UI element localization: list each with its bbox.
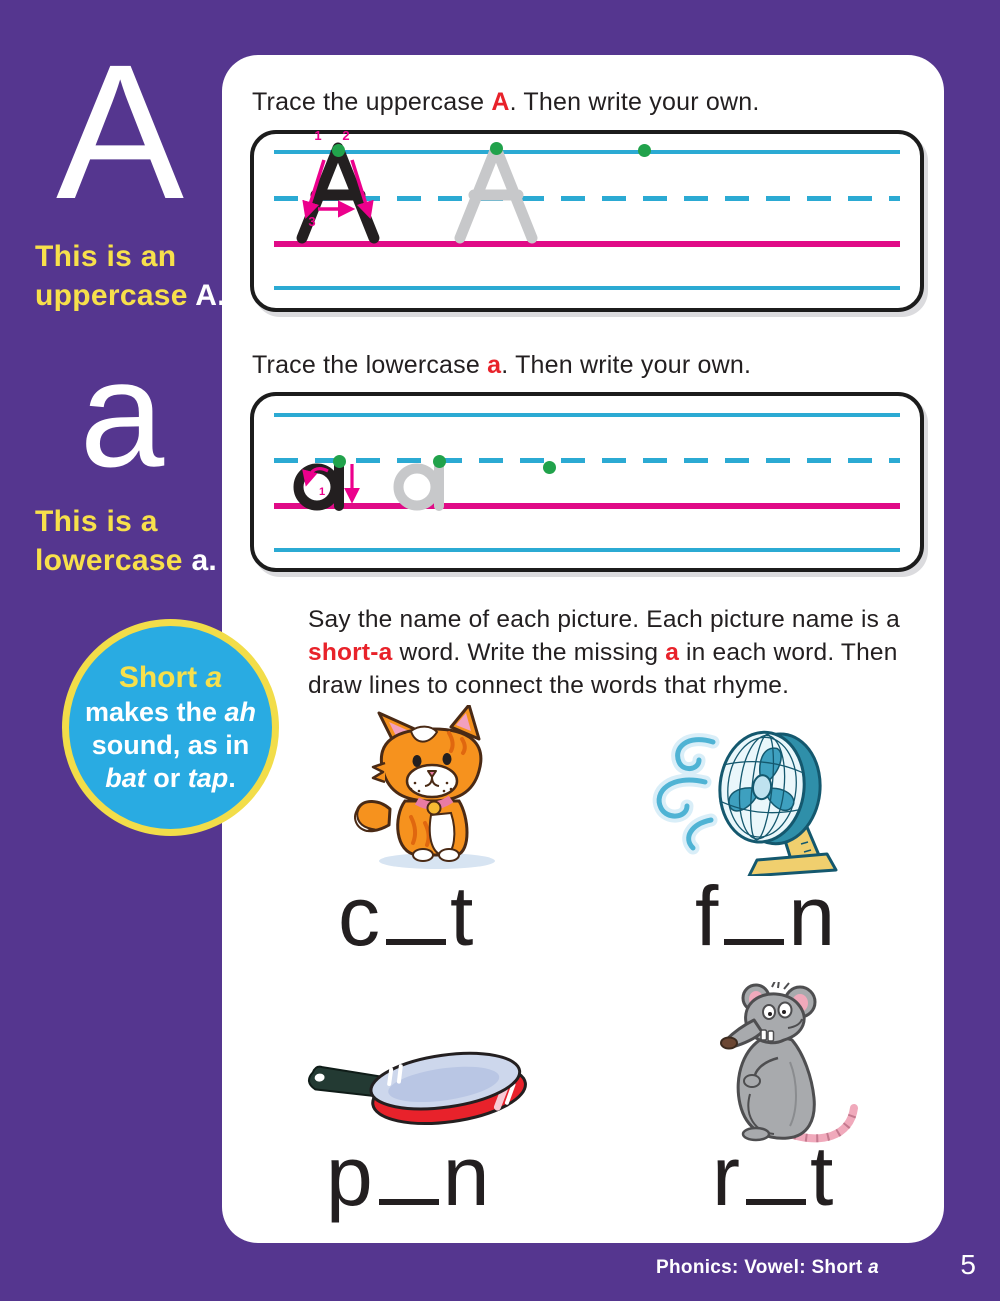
start-dot [332, 144, 345, 157]
uppercase-letter-display: A [55, 24, 185, 239]
trace-letter-a-gray[interactable] [392, 450, 464, 512]
missing-letter-blank[interactable] [746, 1199, 806, 1205]
word-letter: t [450, 869, 476, 963]
word-letter: c [338, 869, 382, 963]
stroke-number-1: 1 [318, 486, 326, 498]
stroke-number-2: 2 [342, 128, 350, 143]
page-number: 5 [960, 1249, 976, 1280]
missing-letter-blank[interactable] [379, 1199, 439, 1205]
fan-picture [635, 708, 840, 876]
missing-letter-blank[interactable] [386, 939, 446, 945]
bubble-title: Short a [118, 661, 223, 695]
rat-picture [692, 982, 870, 1148]
stroke-number-1: 1 [314, 128, 322, 143]
start-dot [543, 461, 556, 474]
model-letter-a-with-strokes [292, 450, 364, 512]
word-letter: p [326, 1129, 375, 1223]
lowercase-instruction: Trace the lowercase a. Then write your own. [252, 351, 752, 379]
missing-letter-blank[interactable] [724, 939, 784, 945]
start-dot [433, 455, 446, 468]
handwriting-bottom-line [274, 286, 900, 290]
handwriting-base-line [274, 503, 900, 509]
model-letter-A-with-strokes [288, 124, 388, 248]
word-letter: r [712, 1129, 742, 1223]
uppercase-instruction: Trace the uppercase A. Then write your own. [252, 88, 760, 116]
start-dot [333, 455, 346, 468]
word-rat [712, 1129, 836, 1223]
activity-instruction: Say the name of each picture. Each picture name is a short-a word. Write the missing a in each word. Then draw lines to connect the words that rhyme. [308, 606, 900, 699]
lowercase-caption: This is a lowercase a. [35, 505, 218, 577]
handwriting-top-line [274, 413, 900, 417]
word-pan [326, 1129, 492, 1223]
footer-topic-label: Phonics: Vowel: Short a [656, 1257, 879, 1278]
word-letter: n [788, 869, 838, 963]
word-letter: n [442, 1129, 492, 1223]
handwriting-mid-line [274, 458, 900, 463]
word-letter: f [695, 869, 721, 963]
cat-picture [345, 705, 515, 875]
handwriting-bottom-line [274, 548, 900, 552]
start-dot [490, 142, 503, 155]
word-letter: t [809, 1129, 836, 1223]
stroke-number-3: 3 [308, 214, 316, 229]
short-a-sound-bubble: Short a makes the ah sound, as in bat or tap. [62, 619, 279, 836]
lowercase-letter-display: a [79, 329, 165, 499]
word-cat [338, 869, 476, 963]
start-dot [638, 144, 651, 157]
word-fan [695, 869, 838, 963]
uppercase-caption: This is an uppercase A. [35, 240, 226, 312]
